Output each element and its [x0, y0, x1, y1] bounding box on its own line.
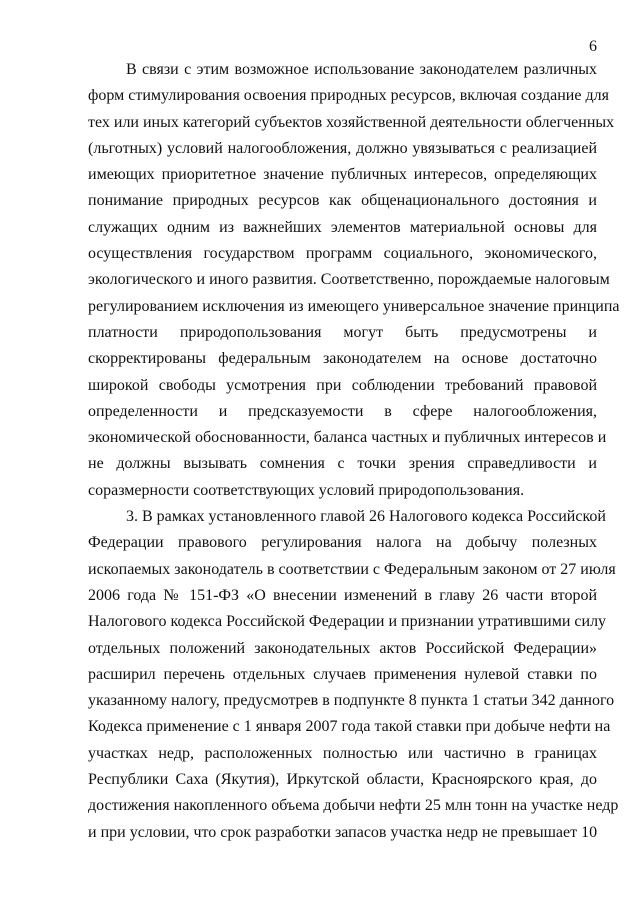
text-line: имеющих приоритетное значение публичных интересов, определяющих — [88, 166, 597, 184]
text-line: тех или иных категорий субъектов хозяйственной деятельности облегченных — [88, 113, 615, 131]
text-line: участках недр, расположенных полностью или частично в границах — [88, 744, 597, 762]
text-line: расширил перечень отдельных случаев применения нулевой ставки по — [88, 665, 597, 683]
text-line: 3. В рамках установленного главой 26 Налогового кодекса Российской — [126, 508, 606, 526]
text-line: Кодекса применение с 1 января 2007 года такой ставки при добыче нефти на — [88, 718, 611, 736]
text-line: (льготных) условий налогообложения, должно увязываться с реализацией — [88, 139, 597, 157]
text-line: скорректированы федеральным законодателем на основе достаточно — [88, 350, 597, 368]
text-line: достижения накопленного объема добычи нефти 25 млн тонн на участке недр — [88, 797, 619, 815]
page-number: 6 — [589, 38, 597, 55]
text-line: платности природопользования могут быть предусмотрены и — [88, 323, 597, 341]
text-line: понимание природных ресурсов как общенационального достояния и — [88, 192, 597, 210]
text-line: экологического и иного развития. Соответственно, порождаемые налоговым — [88, 271, 610, 289]
text-line: Федерации правового регулирования налога на добычу полезных — [88, 534, 597, 552]
text-line: ископаемых законодатель в соответствии с Федеральным законом от 27 июля — [88, 560, 616, 578]
text-line: экономической обоснованности, баланса частных и публичных интересов и — [88, 429, 607, 447]
text-line: регулированием исключения из имеющего универсальное значение принципа — [88, 297, 620, 315]
text-line: служащих одним из важнейших элементов материальной основы для — [88, 218, 597, 236]
text-line: В связи с этим возможное использование законодателем различных — [126, 61, 597, 78]
text-line: указанному налогу, предусмотрев в подпункте 8 пункта 1 статьи 342 данного — [88, 692, 615, 710]
text-line: и при условии, что срок разработки запасов участка недр не превышает 10 — [88, 823, 598, 841]
text-line: определенности и предсказуемости в сфере налогообложения, — [88, 402, 597, 420]
text-line: Налогового кодекса Российской Федерации и признании утратившими силу — [88, 613, 607, 631]
text-line: широкой свободы усмотрения при соблюдении требований правовой — [88, 376, 597, 394]
text-line: отдельных положений законодательных актов Российской Федерации» — [88, 639, 597, 657]
paragraph-2 — [88, 504, 619, 846]
text-line: 2006 года № 151-ФЗ «О внесении изменений в главу 26 части второй — [88, 586, 597, 604]
text-line: соразмерности соответствующих условий природопользования. — [88, 481, 525, 499]
text-line: форм стимулирования освоения природных ресурсов, включая создание для — [88, 87, 609, 105]
text-line: Республики Саха (Якутия), Иркутской области, Красноярского края, до — [88, 771, 597, 789]
paragraph-1 — [88, 57, 620, 504]
text-line: осуществления государством программ социального, экономического, — [88, 245, 597, 263]
document-body — [88, 57, 620, 846]
text-line: не должны вызывать сомнения с точки зрения справедливости и — [88, 455, 597, 473]
